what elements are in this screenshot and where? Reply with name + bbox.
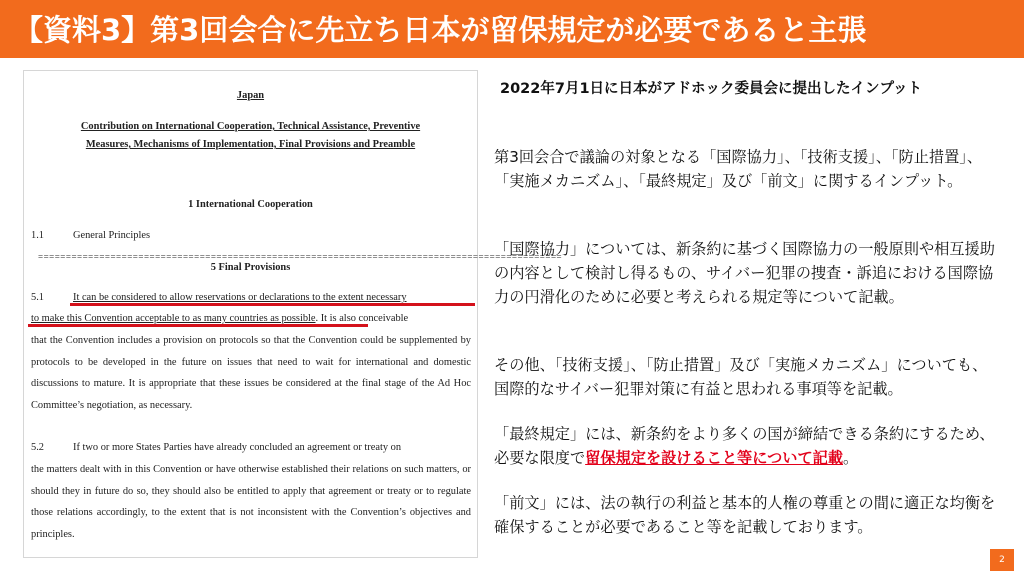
summary-para-4-pre: 「最終規定」には、新条約をより多くの国が締結できる条約にするため、必要な限度で (494, 425, 995, 467)
doc-sub11-title: General Principles (73, 230, 151, 241)
doc-p51-num: 5.1 (31, 292, 44, 303)
red-underline-1 (70, 303, 475, 306)
slide-title: 【資料3】第3回会合に先立ち日本が留保規定が必要であると主張 (14, 13, 867, 47)
summary-para-4-highlight: 留保規定を設けること等について記載 (585, 449, 844, 467)
doc-p52-num: 5.2 (31, 442, 44, 453)
summary-heading: 2022年7月1日に日本がアドホック委員会に提出したインプット (500, 81, 923, 97)
document-page (24, 71, 563, 557)
doc-sub11-num: 1.1 (31, 230, 44, 241)
doc-p52-line1: If two or more States Parties have already concluded an agreement or treaty on (73, 442, 402, 453)
doc-p51-line2-rest: . It is also conceivable (315, 313, 409, 324)
summary-para-4 (494, 422, 999, 470)
summary-para-4-post: 。 (843, 449, 859, 467)
summary-para-5: 「前文」には、法の執行の利益と基本的人権の尊重との間に適正な均衡を確保することが必要であること等を記載しております。 (494, 494, 996, 536)
doc-section5-heading: 5 Final Provisions (210, 262, 291, 273)
doc-separator: ============================================================================================== (38, 252, 563, 262)
doc-section1-heading: 1 International Cooperation (188, 199, 313, 210)
summary-para-3: その他、「技術支援」、「防止措置」及び「実施メカニズム」についても、国際的なサイバー犯罪対策に有益と思われる事項等を記載。 (494, 356, 988, 398)
doc-title-line2: Measures, Mechanisms of Implementation, Final Provisions and Preamble (85, 139, 416, 150)
summary-para-2: 「国際協力」については、新条約に基づく国際協力の一般原則や相互援助の内容として検討し得るもの、サイバー犯罪の捜査・訴追における国際協力の円滑化のために必要と考えられる規定等について記載。 (494, 240, 995, 306)
page-number-badge: 2 (990, 549, 1014, 571)
doc-p52-rest: the matters dealt with in this Convention or have otherwise established their relations on such matters, or should they in future do so, they should also be entitled to apply that agreement or treaty or to regulate those relations accordingly, to the extent that is not inconsistent with the Convention’s objectives and principles. (31, 464, 471, 540)
document-excerpt (23, 70, 563, 558)
title-bar (0, 0, 1024, 58)
doc-p51-line2-underlined: to make this Convention acceptable to as many countries as possible (31, 313, 316, 324)
doc-p51-line1-text: It can be considered to allow reservations or declarations to the extent necessary (73, 292, 407, 303)
summary-para-1: 第3回会合で議論の対象となる「国際協力」、「技術支援」、「防止措置」、「実施メカニズム」、「最終規定」及び「前文」に関するインプット。 (494, 148, 983, 190)
red-underline-2 (28, 324, 368, 327)
doc-p51-rest: that the Convention includes a provision on protocols so that the Convention could be supplemented by protocols to be developed in the future on issues that need to wait for international and domestic discussions to mature. It is appropriate that these issues be considered at the final stage of the Ad Hoc Committee’s negotiation, as necessary. (31, 335, 471, 411)
doc-country: Japan (236, 90, 265, 101)
doc-title-line1: Contribution on International Cooperation, Technical Assistance, Preventive (80, 121, 421, 132)
